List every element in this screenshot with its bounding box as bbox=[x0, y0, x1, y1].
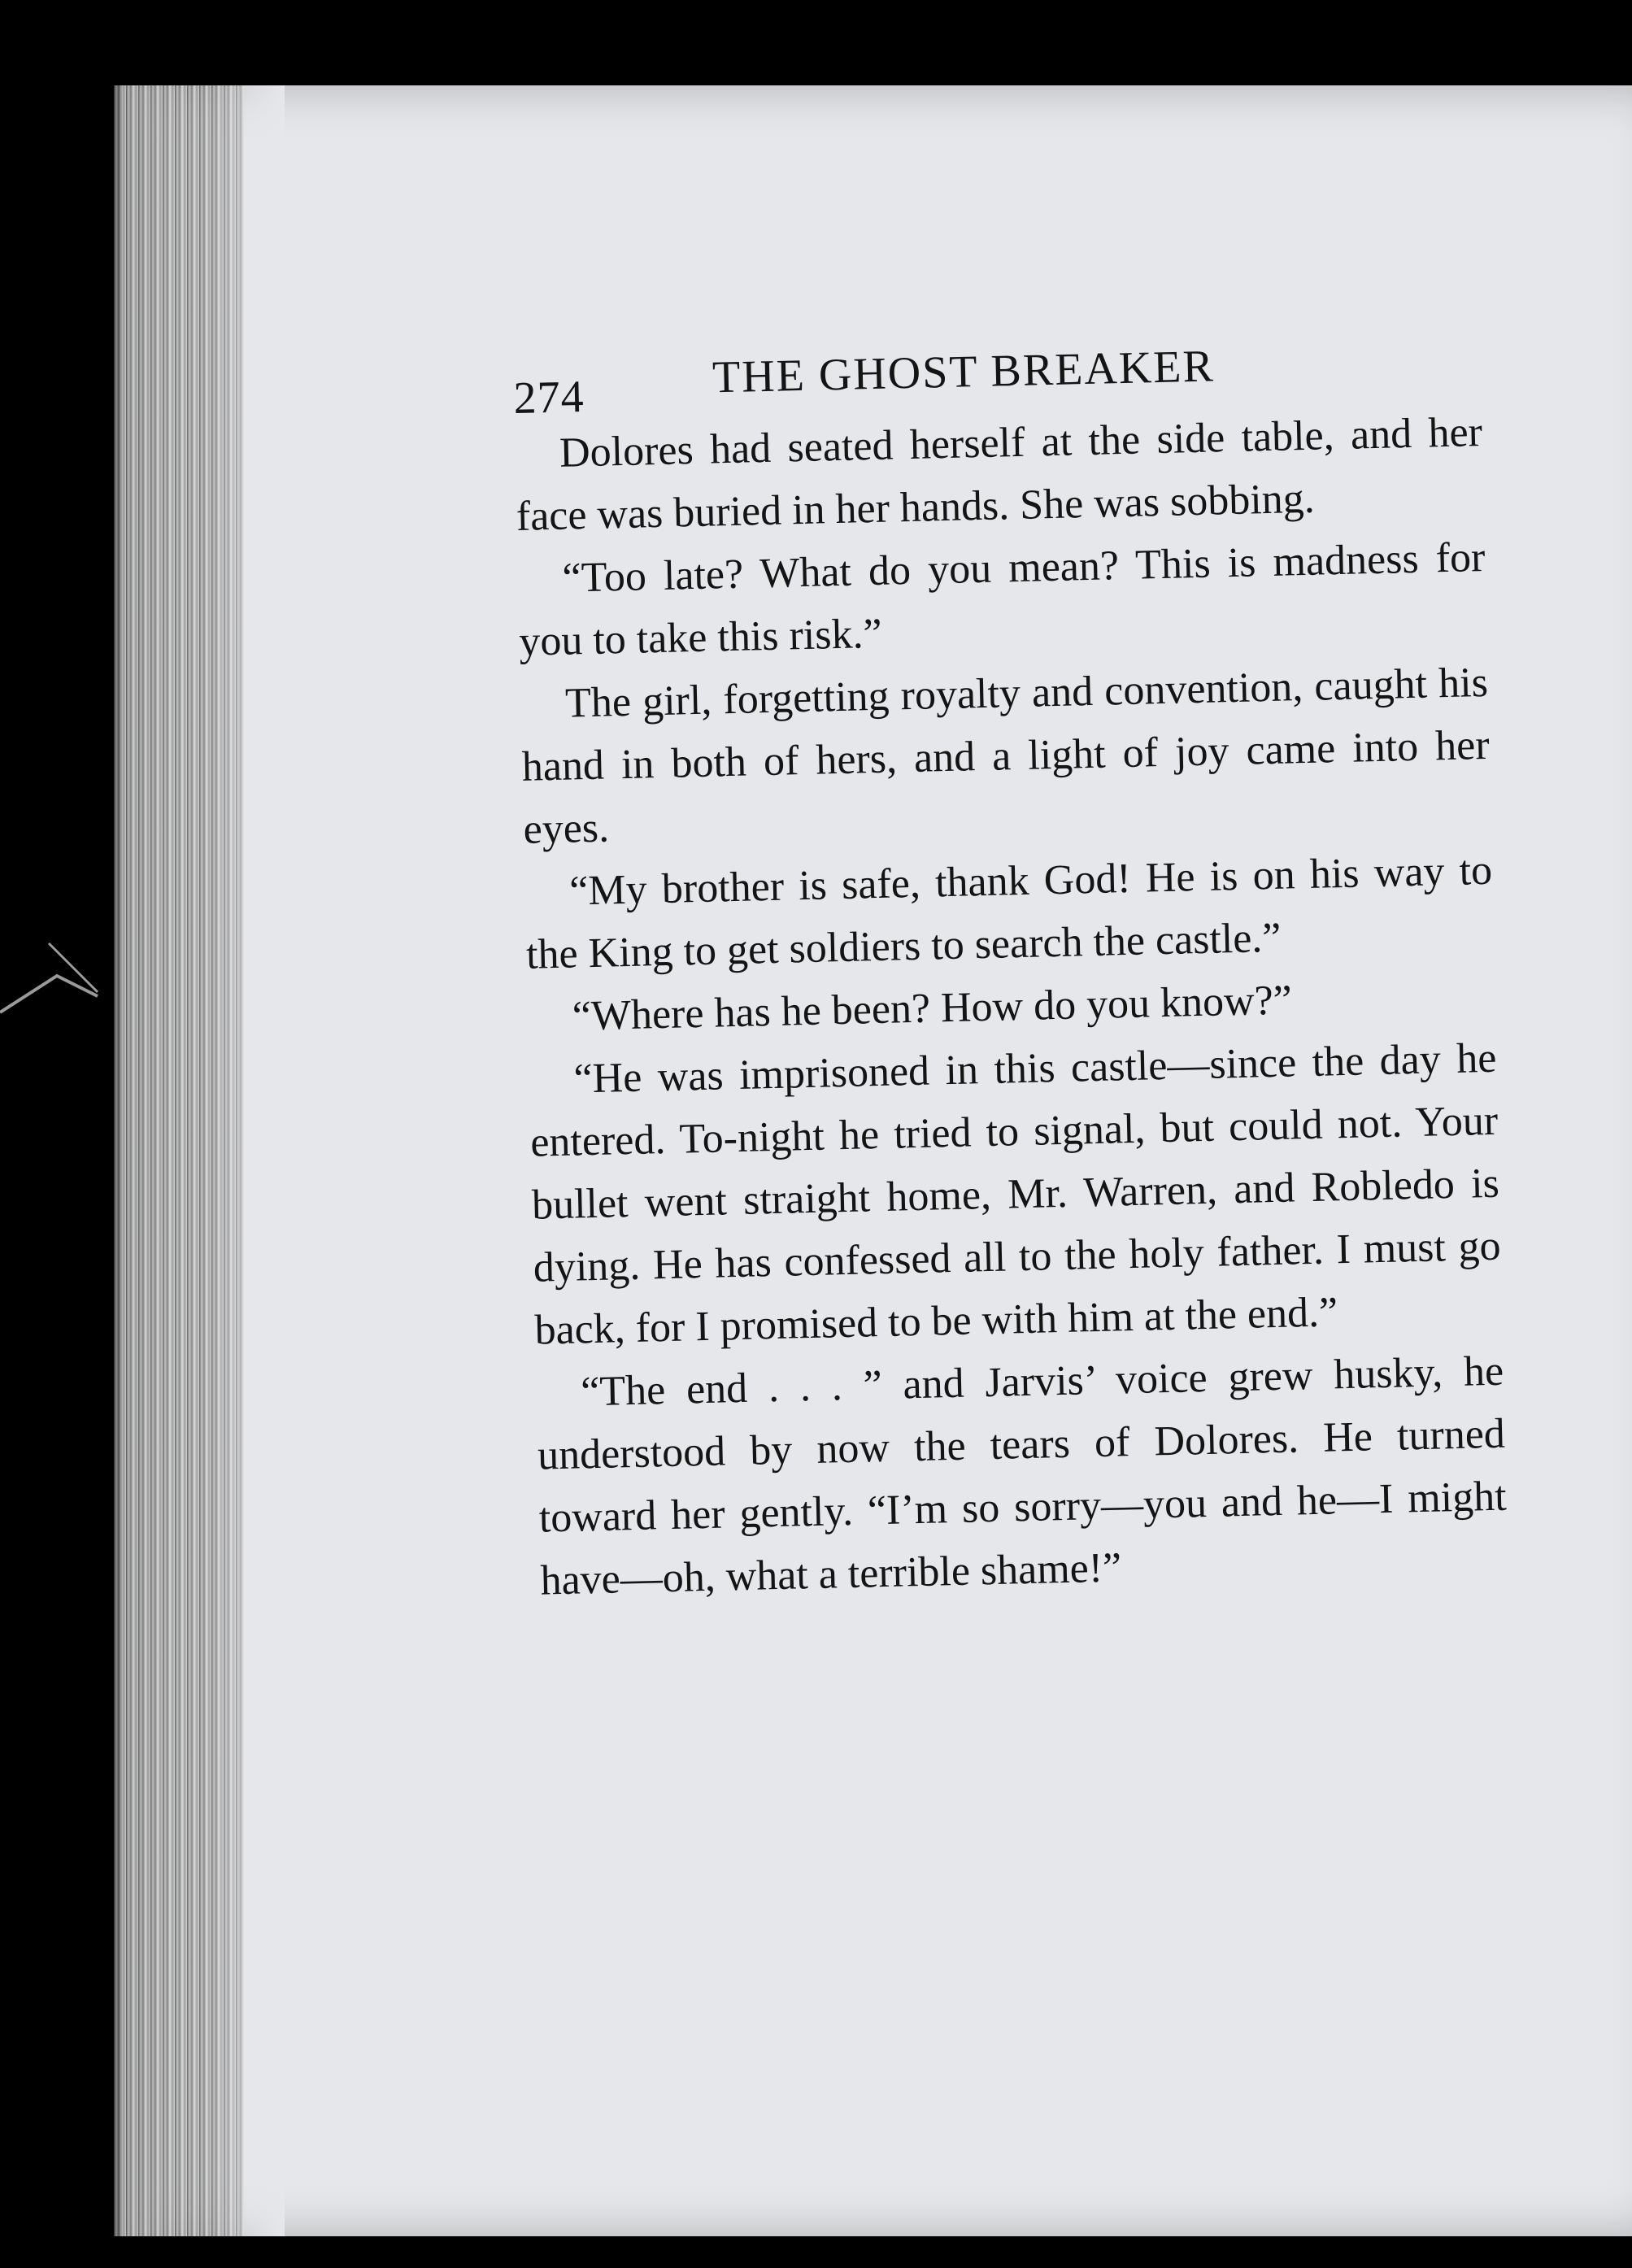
paragraph: The girl, forgetting royalty and convention, caught his hand in both of hers, and a light of joy came into her eyes. bbox=[521, 659, 1491, 853]
gutter-fade bbox=[211, 85, 285, 2236]
paragraph: “Too late? What do you mean? This is madness for you to take this risk.” bbox=[518, 533, 1486, 665]
paragraph: “Where has he been? How do you know?” bbox=[572, 977, 1293, 1040]
paragraph: Dolores had seated herself at the side table, and her face was buried in her hands. She was sobbing. bbox=[516, 408, 1483, 540]
page-corner-mark bbox=[0, 927, 106, 1016]
page-number: 274 bbox=[512, 372, 585, 424]
paragraph: “The end . . . ” and Jarvis’ voice grew husky, he understood by now the tears of Dolores. He turned toward her gently. “I’m so sorry—you and he—I might have—oh, what a terrible shame!” bbox=[537, 1347, 1508, 1604]
paragraph: “My brother is safe, thank God! He is on his way to the King to get soldiers to search the castle.” bbox=[525, 847, 1493, 978]
page-text bbox=[512, 320, 1508, 1613]
paragraph: “He was imprisoned in this castle—since the day he entered. To-night he tried to signal, but could not. Your bullet went straight home, Mr. Warren, and Robledo is dying. He has confessed all to the holy father. I must go back, for I promised to be with him at the end.” bbox=[529, 1034, 1502, 1354]
running-head: THE GHOST BREAKER bbox=[712, 341, 1216, 403]
